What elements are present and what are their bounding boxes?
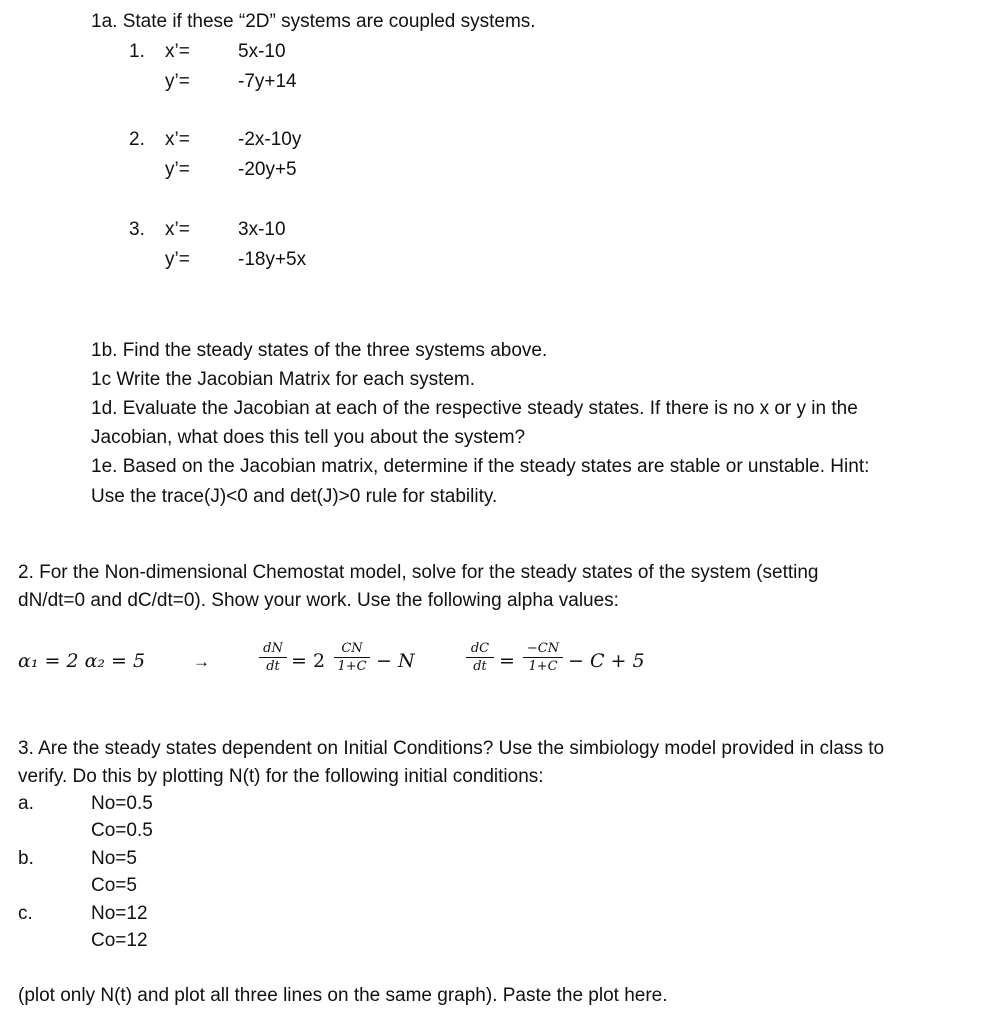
- q2-text: 2. For the Non-dimensional Chemostat model, solve for the steady states of the system (setting: [18, 562, 819, 583]
- q1d-text-cont: Jacobian, what does this tell you about the system?: [91, 427, 526, 448]
- q1e-text-cont: Use the trace(J)<0 and det(J)>0 rule for stability.: [91, 486, 498, 507]
- fraction-numerator: dC: [470, 641, 490, 656]
- x-prime-label: x’=: [165, 129, 190, 150]
- c-initial: Co=0.5: [91, 820, 153, 841]
- q3-footer-instruction: (plot only N(t) and plot all three lines on the same graph). Paste the plot here.: [18, 985, 668, 1006]
- fraction-denominator: dt: [473, 659, 487, 674]
- y-prime-label: y’=: [165, 159, 190, 180]
- y-prime-label: y’=: [165, 249, 190, 270]
- x-prime-label: x’=: [165, 41, 190, 62]
- fraction-denominator: 1+C: [528, 659, 558, 674]
- fraction-numerator: CN: [341, 641, 363, 656]
- equals-coefficient: = 2: [291, 650, 326, 672]
- neg-cn-over-1pc-fraction: [523, 641, 563, 674]
- y-prime-label: y’=: [165, 71, 190, 92]
- fraction-denominator: dt: [266, 659, 280, 674]
- fraction-numerator: dN: [263, 641, 283, 656]
- system-number: 1.: [129, 41, 145, 62]
- c-initial: Co=5: [91, 875, 137, 896]
- dc-dt-fraction: [466, 641, 494, 674]
- condition-label: a.: [18, 793, 34, 814]
- system-number: 2.: [129, 129, 145, 150]
- n-initial: No=5: [91, 848, 137, 869]
- x-prime-expression: 5x-10: [238, 41, 286, 62]
- fraction-numerator: −CN: [526, 641, 560, 656]
- x-prime-label: x’=: [165, 219, 190, 240]
- system-number: 3.: [129, 219, 145, 240]
- q1e-text: 1e. Based on the Jacobian matrix, determine if the steady states are stable or unstable. Hint:: [91, 456, 870, 477]
- n-initial: No=0.5: [91, 793, 153, 814]
- q1a-title: 1a. State if these “2D” systems are coupled systems.: [91, 11, 536, 32]
- condition-label: c.: [18, 903, 33, 924]
- q1d-text: 1d. Evaluate the Jacobian at each of the respective steady states. If there is no x or y in the: [91, 398, 858, 419]
- equals-sign: =: [499, 650, 515, 672]
- n-initial: No=12: [91, 903, 148, 924]
- equation-tail: − C + 5: [568, 650, 645, 672]
- arrow-icon: →: [193, 652, 210, 671]
- dn-dt-fraction: [259, 641, 287, 674]
- cn-over-1pc-fraction: [334, 641, 370, 674]
- condition-label: b.: [18, 848, 34, 869]
- q1b-text: 1b. Find the steady states of the three systems above.: [91, 340, 548, 361]
- fraction-denominator: 1+C: [337, 659, 367, 674]
- q2-text-cont: dN/dt=0 and dC/dt=0). Show your work. Use the following alpha values:: [18, 590, 619, 611]
- x-prime-expression: 3x-10: [238, 219, 286, 240]
- x-prime-expression: -2x-10y: [238, 129, 302, 150]
- q3-text: 3. Are the steady states dependent on Initial Conditions? Use the simbiology model provided in class to: [18, 738, 885, 759]
- y-prime-expression: -7y+14: [238, 71, 297, 92]
- alpha-values: α₁ = 2 α₂ = 5: [18, 650, 146, 672]
- q1c-text: 1c Write the Jacobian Matrix for each system.: [91, 369, 476, 390]
- y-prime-expression: -20y+5: [238, 159, 297, 180]
- equation-tail: − N: [376, 650, 415, 672]
- c-initial: Co=12: [91, 930, 148, 951]
- q3-text-cont: verify. Do this by plotting N(t) for the following initial conditions:: [18, 766, 544, 787]
- y-prime-expression: -18y+5x: [238, 249, 307, 270]
